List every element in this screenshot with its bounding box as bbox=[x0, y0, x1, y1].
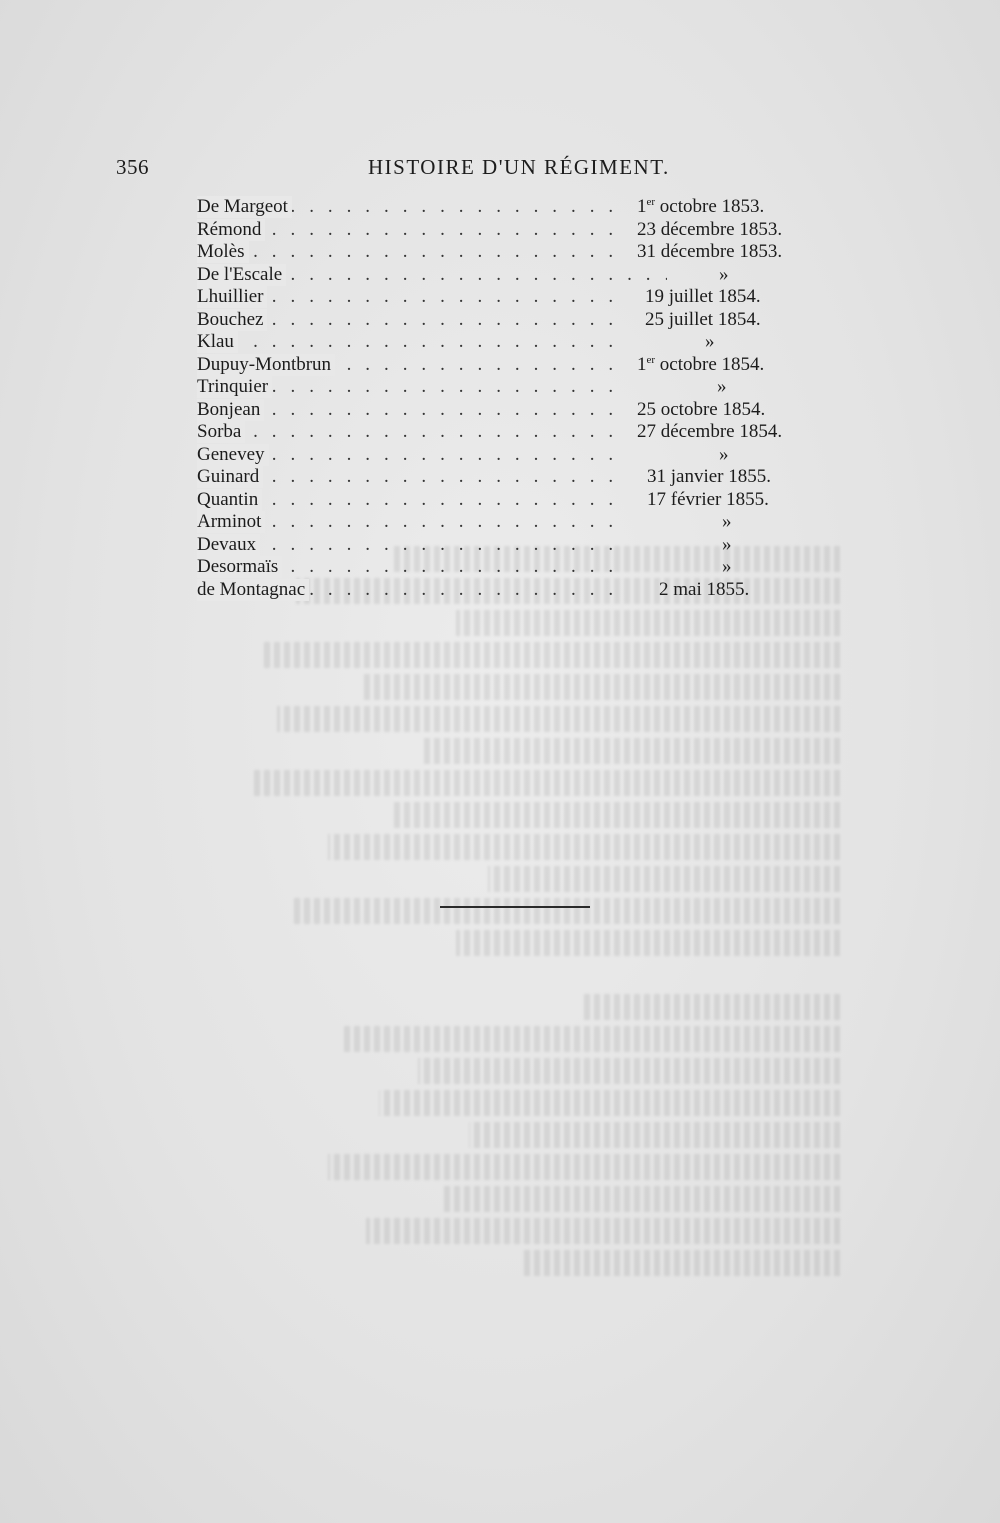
dot-leader bbox=[197, 331, 625, 353]
list-item bbox=[197, 354, 827, 377]
entry-name: Lhuillier bbox=[197, 286, 267, 308]
entry-name: Klau bbox=[197, 331, 238, 353]
list-item bbox=[197, 511, 827, 534]
entry-name: Desormaïs bbox=[197, 556, 282, 578]
entry-date: 1er octobre 1854. bbox=[637, 353, 765, 375]
list-item bbox=[197, 421, 827, 444]
entry-date: » bbox=[705, 331, 715, 352]
entry-date: 31 décembre 1853. bbox=[637, 241, 783, 262]
entry-name: Bonjean bbox=[197, 399, 264, 421]
list-item bbox=[197, 376, 827, 399]
entry-date: 31 janvier 1855. bbox=[647, 466, 772, 487]
list-item bbox=[197, 219, 827, 242]
list-item bbox=[197, 286, 827, 309]
entry-name: de Montagnac bbox=[197, 579, 309, 601]
entry-date: » bbox=[722, 511, 732, 532]
entry-date: 23 décembre 1853. bbox=[637, 218, 783, 240]
entry-date: 1er octobre 1853. bbox=[637, 196, 765, 217]
entry-date: 25 octobre 1854. bbox=[637, 398, 766, 420]
running-title: HISTOIRE D'UN RÉGIMENT. bbox=[368, 155, 670, 179]
dot-leader bbox=[197, 241, 625, 263]
entry-name: Trinquier bbox=[197, 376, 272, 398]
entry-date: 2 mai 1855. bbox=[659, 578, 750, 600]
entry-date: 27 décembre 1854. bbox=[637, 421, 783, 442]
entry-name: Molès bbox=[197, 241, 249, 263]
running-header bbox=[0, 155, 1000, 189]
entry-date: » bbox=[722, 556, 732, 577]
entry-name: De Margeot bbox=[197, 196, 292, 218]
list-item bbox=[197, 466, 827, 489]
entry-date: 25 juillet 1854. bbox=[645, 308, 761, 330]
list-item bbox=[197, 264, 827, 287]
list-item bbox=[197, 489, 827, 512]
entry-name: Dupuy-Montbrun bbox=[197, 354, 335, 376]
entry-name: Genevey bbox=[197, 444, 269, 466]
list-item bbox=[197, 331, 827, 354]
list-item bbox=[197, 399, 827, 422]
list-item bbox=[197, 241, 827, 264]
entry-name: Quantin bbox=[197, 489, 262, 511]
entry-date: » bbox=[722, 533, 732, 555]
page-number: 356 bbox=[116, 155, 149, 179]
list-item bbox=[197, 556, 827, 579]
list-item bbox=[197, 309, 827, 332]
entry-date: » bbox=[719, 263, 729, 285]
entry-date: 19 juillet 1854. bbox=[645, 286, 761, 307]
entry-date: » bbox=[719, 443, 729, 465]
entry-name: Devaux bbox=[197, 534, 260, 556]
dot-leader bbox=[197, 421, 625, 443]
show-through-text bbox=[200, 540, 840, 1440]
entry-name: Sorba bbox=[197, 421, 245, 443]
entry-name: Bouchez bbox=[197, 309, 267, 331]
list-item bbox=[197, 534, 827, 557]
entry-date: » bbox=[717, 376, 727, 397]
list-item bbox=[197, 579, 827, 602]
entry-date: 17 février 1855. bbox=[647, 488, 769, 510]
entry-name: De l'Escale bbox=[197, 264, 286, 286]
dot-leader bbox=[197, 534, 625, 556]
list-item bbox=[197, 196, 827, 219]
entry-name: Rémond bbox=[197, 219, 265, 241]
entry-name: Guinard bbox=[197, 466, 263, 488]
section-divider bbox=[440, 906, 590, 908]
officer-list bbox=[197, 196, 827, 601]
list-item bbox=[197, 444, 827, 467]
entry-name: Arminot bbox=[197, 511, 265, 533]
